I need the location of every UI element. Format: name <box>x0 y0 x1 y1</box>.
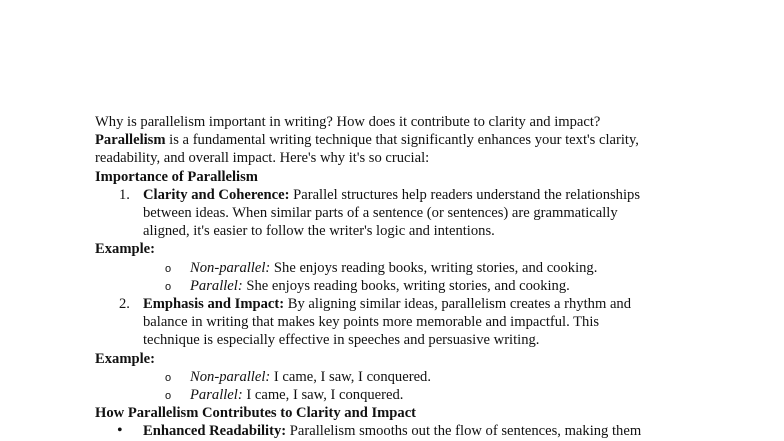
example-label: Example: <box>95 241 155 258</box>
example-text: She enjoys reading books, writing stories, and cooking. <box>242 277 570 294</box>
sub-bullet-icon: o <box>165 262 172 275</box>
contrib-heading: How Parallelism Contributes to Clarity and Impact <box>95 405 417 422</box>
item-title: Enhanced Readability: <box>143 423 287 440</box>
example-item-parallel <box>95 277 695 295</box>
example-kind: Parallel: <box>190 387 243 404</box>
example-text: I came, I saw, I conquered. <box>242 387 404 404</box>
example-label: Example: <box>95 350 155 367</box>
intro-line-1 <box>95 131 695 149</box>
item-title: Emphasis and Impact: <box>143 296 285 313</box>
item-text: between ideas. When similar parts of a sentence (or sentences) are grammatically <box>143 205 618 222</box>
sub-bullet-icon: o <box>165 280 172 293</box>
bullet-item-readability <box>95 422 695 440</box>
numbered-item-clarity <box>95 186 695 241</box>
example-item-non-parallel <box>95 368 695 386</box>
intro-line-1-text: is a fundamental writing technique that significantly enhances your text's clarity, <box>165 132 639 149</box>
intro-term: Parallelism <box>95 132 166 149</box>
example-kind: Parallel: <box>190 277 243 294</box>
item-text: Parallelism smooths out the flow of sentences, making them <box>286 423 642 440</box>
bullet-icon: • <box>117 422 123 440</box>
example-item-non-parallel <box>95 259 695 277</box>
importance-heading: Importance of Parallelism <box>95 168 258 185</box>
example-text: I came, I saw, I conquered. <box>270 368 431 385</box>
item-text: By aligning similar ideas, parallelism creates a rhythm and <box>284 296 632 313</box>
item-number: 2. <box>119 296 130 313</box>
example-text: She enjoys reading books, writing stories, and cooking. <box>270 259 598 276</box>
sub-bullet-icon: o <box>165 371 172 384</box>
intro-line-2: readability, and overall impact. Here's why it's so crucial: <box>95 150 430 167</box>
item-title: Clarity and Coherence: <box>143 186 290 203</box>
numbered-item-emphasis <box>95 295 695 350</box>
item-number: 1. <box>119 186 130 203</box>
item-text: aligned, it's easier to follow the writer's logic and intentions. <box>143 223 495 240</box>
question-line: Why is parallelism important in writing? How does it contribute to clarity and impact? <box>95 114 601 130</box>
document-body <box>95 113 695 441</box>
example-item-parallel <box>95 386 695 404</box>
sub-bullet-icon: o <box>165 390 172 403</box>
item-text: technique is especially effective in speeches and persuasive writing. <box>143 332 540 349</box>
example-kind: Non-parallel: <box>190 259 271 276</box>
item-text: Parallel structures help readers understand the relationships <box>289 186 641 203</box>
example-kind: Non-parallel: <box>190 368 271 385</box>
item-text: balance in writing that makes key points more memorable and impactful. This <box>143 314 600 331</box>
